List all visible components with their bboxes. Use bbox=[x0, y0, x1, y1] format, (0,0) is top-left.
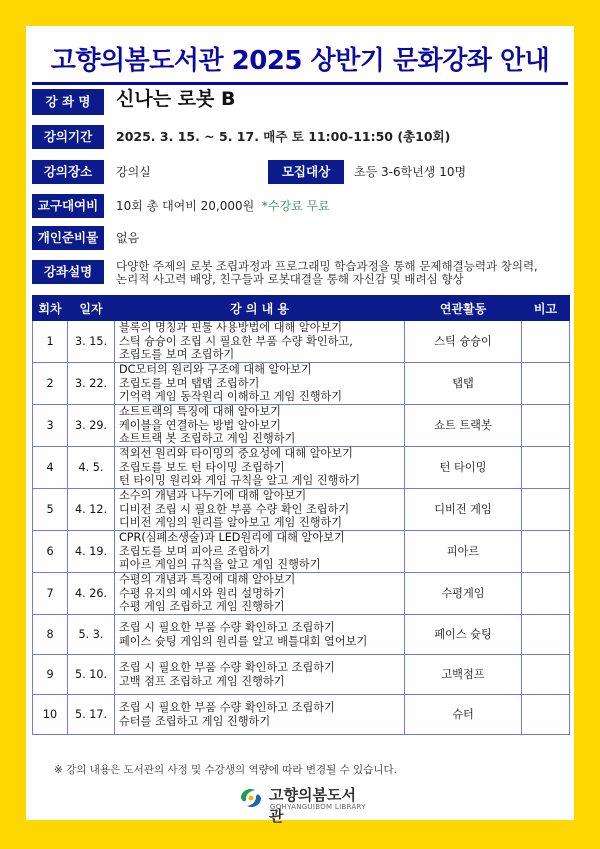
session-date: 4. 12. bbox=[68, 489, 115, 531]
session-note bbox=[522, 695, 570, 735]
session-number: 8 bbox=[33, 615, 68, 655]
session-number: 10 bbox=[33, 695, 68, 735]
session-activity: 슈터 bbox=[405, 695, 522, 735]
session-activity: 수평게임 bbox=[405, 573, 522, 615]
schedule-table bbox=[32, 295, 570, 735]
content-line: 스틱 슝슝이 조립 시 필요한 부품 수량 확인하고, bbox=[119, 334, 353, 348]
content-line: 조립도를 보며 탭탭 조립하기 bbox=[119, 376, 260, 390]
session-number: 2 bbox=[33, 363, 68, 405]
session-activity: 고백점프 bbox=[405, 655, 522, 695]
prep-value: 없음 bbox=[116, 231, 140, 245]
content-line: 소수의 개념과 나누기에 대해 알아보기 bbox=[119, 489, 307, 503]
header-session: 회차 bbox=[33, 296, 68, 321]
poster-sheet bbox=[26, 26, 574, 825]
page-title: 고향의봄도서관 2025 상반기 문화강좌 안내 bbox=[50, 46, 550, 76]
header-date: 일자 bbox=[68, 296, 115, 321]
target-value: 초등 3-6학년생 10명 bbox=[354, 165, 467, 179]
session-number: 5 bbox=[33, 489, 68, 531]
session-activity: 스틱 슝슝이 bbox=[405, 321, 522, 363]
place-label: 강의장소 bbox=[32, 160, 104, 184]
schedule-header-row bbox=[33, 296, 570, 321]
session-date: 4. 26. bbox=[68, 573, 115, 615]
content-line: 케이블을 연결하는 방법 알아보기 bbox=[119, 418, 281, 432]
session-note bbox=[522, 573, 570, 615]
fee-value: 10회 총 대여비 20,000원 bbox=[116, 199, 255, 213]
session-date: 5. 10. bbox=[68, 655, 115, 695]
header-activity: 연관활동 bbox=[405, 296, 522, 321]
session-content bbox=[115, 655, 405, 695]
session-content bbox=[115, 321, 405, 363]
period-label: 강의기간 bbox=[32, 125, 104, 149]
content-line: 쇼트트랙 봇 조립하고 게임 진행하기 bbox=[119, 432, 296, 446]
content-line: 수평 유지의 예시와 원리 설명하기 bbox=[119, 586, 285, 600]
table-row bbox=[33, 655, 570, 695]
table-row bbox=[33, 405, 570, 447]
session-date: 3. 29. bbox=[68, 405, 115, 447]
library-logo-name: 고향의봄도서관 bbox=[269, 786, 356, 825]
session-note bbox=[522, 531, 570, 573]
session-number: 7 bbox=[33, 573, 68, 615]
desc-value bbox=[116, 260, 538, 286]
schedule-body bbox=[33, 321, 570, 735]
target-label: 모집대상 bbox=[268, 160, 344, 184]
desc-label: 강좌설명 bbox=[32, 260, 104, 284]
table-row bbox=[33, 447, 570, 489]
period-value: 2025. 3. 15. ~ 5. 17. 매주 토 11:00-11:50 (총10회) bbox=[116, 129, 451, 144]
content-line: 디비전 게임의 원리를 알아보고 게임 진행하기 bbox=[119, 516, 343, 530]
session-activity: 탭탭 bbox=[405, 363, 522, 405]
session-note bbox=[522, 405, 570, 447]
header-note: 비고 bbox=[522, 296, 570, 321]
session-activity: 턴 타이밍 bbox=[405, 447, 522, 489]
content-line: 슈터를 조립하고 게임 진행하기 bbox=[119, 714, 271, 728]
session-activity: 페이스 슛팅 bbox=[405, 615, 522, 655]
session-date: 5. 17. bbox=[68, 695, 115, 735]
content-line: 조립 시 필요한 부품 수량 확인하고 조립하기 bbox=[119, 660, 335, 674]
table-row bbox=[33, 321, 570, 363]
fee-label: 교구대여비 bbox=[32, 194, 104, 218]
session-activity: 쇼트 트랙봇 bbox=[405, 405, 522, 447]
session-content bbox=[115, 447, 405, 489]
session-note bbox=[522, 489, 570, 531]
content-line: 블록의 명칭과 핀툴 사용방법에 대해 알아보기 bbox=[119, 321, 343, 335]
course-label: 강 좌 명 bbox=[32, 89, 104, 115]
session-number: 9 bbox=[33, 655, 68, 695]
content-line: 조립 시 필요한 부품 수량 확인하고 조립하기 bbox=[119, 700, 335, 714]
session-number: 3 bbox=[33, 405, 68, 447]
content-line: 고백 점프 조립하고 게임 진행하기 bbox=[119, 674, 285, 688]
content-line: DC모터의 원리와 구조에 대해 알아보기 bbox=[119, 363, 312, 377]
fee-note: *수강료 무료 bbox=[261, 199, 330, 213]
session-date: 3. 15. bbox=[68, 321, 115, 363]
desc-line-1: 다양한 주제의 로봇 조립과정과 프로그래밍 학습과정을 통해 문제해결능력과 창의력, bbox=[116, 259, 538, 273]
content-line: 조립도를 보며 조립하기 bbox=[119, 348, 235, 362]
content-line: 조립도를 보며 피아르 조립하기 bbox=[119, 544, 271, 558]
session-date: 3. 22. bbox=[68, 363, 115, 405]
content-line: 수평의 개념과 특징에 대해 알아보기 bbox=[119, 573, 296, 587]
session-note bbox=[522, 655, 570, 695]
session-number: 1 bbox=[33, 321, 68, 363]
content-line: 페이스 슛팅 게임의 원리를 알고 배틀대회 열어보기 bbox=[119, 634, 368, 648]
table-row bbox=[33, 489, 570, 531]
table-row bbox=[33, 363, 570, 405]
content-line: 조립도를 보도 턴 타이밍 조립하기 bbox=[119, 460, 285, 474]
content-line: 적외선 원리와 타이밍의 중요성에 대해 알아보기 bbox=[119, 447, 353, 461]
place-value: 강의실 bbox=[116, 165, 151, 179]
session-number: 4 bbox=[33, 447, 68, 489]
desc-line-2: 논리적 사고력 배양, 친구들과 로봇대결을 통해 자신감 및 배려심 향상 bbox=[116, 272, 464, 286]
course-value: 신나는 로봇 B bbox=[116, 88, 236, 110]
library-logo bbox=[237, 783, 367, 825]
session-activity: 피아르 bbox=[405, 531, 522, 573]
prep-label: 개인준비물 bbox=[32, 226, 104, 250]
content-line: 조립 시 필요한 부품 수량 확인하고 조립하기 bbox=[119, 620, 335, 634]
content-line: 수평 게임 조립하고 게임 진행하기 bbox=[119, 600, 285, 614]
fee-value-line bbox=[116, 199, 330, 213]
table-row bbox=[33, 615, 570, 655]
session-activity: 디비전 게임 bbox=[405, 489, 522, 531]
session-content bbox=[115, 615, 405, 655]
title-divider bbox=[32, 82, 568, 85]
session-content bbox=[115, 531, 405, 573]
table-row bbox=[33, 695, 570, 735]
table-row bbox=[33, 531, 570, 573]
session-note bbox=[522, 615, 570, 655]
library-logo-icon bbox=[237, 784, 265, 812]
table-row bbox=[33, 573, 570, 615]
content-line: 디비전 조립 시 필요한 부품 수량 확인 조립하기 bbox=[119, 502, 350, 516]
session-note bbox=[522, 447, 570, 489]
library-logo-subtitle: GOHYANGUIBOM LIBRARY bbox=[270, 803, 366, 811]
footnote: ※ 강의 내용은 도서관의 사정 및 수강생의 역량에 따라 변경될 수 있습니다. bbox=[54, 764, 397, 776]
session-content bbox=[115, 405, 405, 447]
session-date: 5. 3. bbox=[68, 615, 115, 655]
session-date: 4. 19. bbox=[68, 531, 115, 573]
session-number: 6 bbox=[33, 531, 68, 573]
content-line: 기억력 게임 동작원리 이해하고 게임 진행하기 bbox=[119, 390, 343, 404]
content-line: 피아르 게임의 규칙을 알고 게임 진행하기 bbox=[119, 558, 321, 572]
content-line: 쇼트트랙의 특징에 대해 알아보기 bbox=[119, 405, 281, 419]
session-content bbox=[115, 695, 405, 735]
header-content: 강 의 내 용 bbox=[115, 296, 405, 321]
session-content bbox=[115, 489, 405, 531]
content-line: 턴 타이밍 원리와 게임 규칙을 알고 게임 진행하기 bbox=[119, 474, 361, 488]
session-note bbox=[522, 363, 570, 405]
session-content bbox=[115, 363, 405, 405]
session-note bbox=[522, 321, 570, 363]
content-line: CPR(심폐소생술)과 LED원리에 대해 알아보기 bbox=[119, 531, 345, 545]
session-date: 4. 5. bbox=[68, 447, 115, 489]
session-content bbox=[115, 573, 405, 615]
